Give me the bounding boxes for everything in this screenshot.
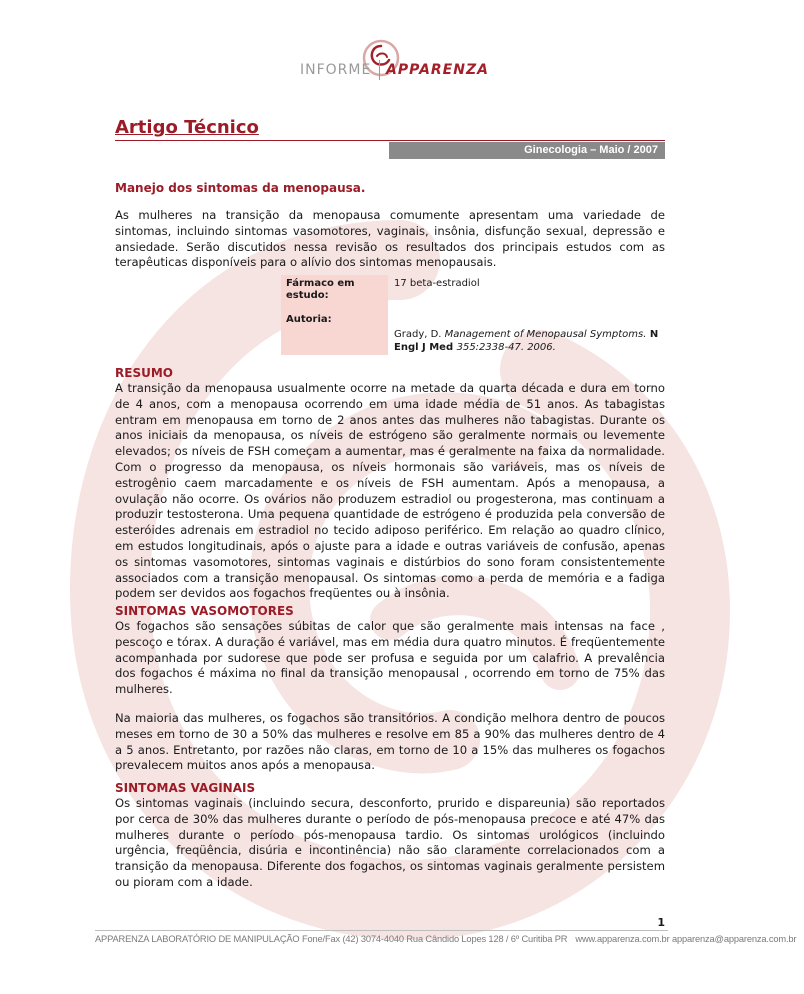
vasomotores-paragraph-2: Na maioria das mulheres, os fogachos são transitórios. A condição melhora dentro de poucos meses em torno de 30 a 50% das mulheres e resolve em 85 a 90% das mulheres dentro de 4 a 5 anos. Entretanto, por razões não claras, em torno de 10 a 15% das mulheres os fogachos prevalecem muitos anos após a menopausa. <box>115 711 665 773</box>
category-band: Ginecologia – Maio / 2007 <box>389 142 665 159</box>
vasomotores-paragraph-1: Os fogachos são sensações súbitas de calor que são geralmente mais intensas na face , pescoço e tórax. A duração é variável, mas em média dura quatro minutos. É freqüentemente acompanhada por sudorese que pode ser profusa e seguida por um calafrio. A prevalência dos fogachos é máxima no final da transição menopausal , ocorrendo em torno de 75% das mulheres. <box>115 619 665 697</box>
resumo-paragraph: A transição da menopausa usualmente ocorre na metade da quarta década e dura em torno de 4 anos, com a menopausa ocorrendo em uma idade média de 51 anos. As tabagistas entram em menopausa em torno de 2 anos antes das mulheres não tabagistas. Durante os anos iniciais da menopausa, os níveis de estrógeno são geralmente normais ou levemente elevados; os níveis de FSH começam a aumentar, mas é geralmente na faixa da normalidade. Com o progresso da menopausa, os níveis hormonais são variáveis, mas os níveis de estrogênio caem marcadamente e os níveis de FSH aumentam. Após a menopausa, a ovulação não ocorre. Os ovários não produzem estradiol ou progesterona, mas continuam a produzir testosterona. Uma pequena quantidade de estrógeno é produzida pela conversão de esteróides adrenais em estradiol no tecido adiposo periférico. Em relação ao quadro clínico, em estudos longitudinais, após o ajuste para a idade e outras variáveis de confusão, apenas os sintomas vasomotores, sintomas vaginais e distúrbios do sono foram consistentemente associados com a transição menopausal. Os sintomas como a perda de memória e a fadiga podem ser devidos aos fogachos freqüentes ou à insônia. <box>115 381 665 601</box>
header-logo <box>0 38 768 88</box>
farmaco-label: Fármaco em estudo: <box>281 275 388 325</box>
document-title: Artigo Técnico <box>115 117 259 138</box>
autoria-label: Autoria: <box>281 311 388 355</box>
resumo-heading: RESUMO <box>115 366 173 380</box>
logo-text-informe: INFORME <box>300 62 372 78</box>
logo-text-apparenza: APPARENZA <box>386 62 489 78</box>
footer-text <box>95 934 804 944</box>
autoria-ref: 355:2338-47. 2006. <box>456 342 556 353</box>
vasomotores-heading: SINTOMAS VASOMOTORES <box>115 604 294 618</box>
autoria-value <box>394 328 664 354</box>
farmaco-value: 17 beta-estradiol <box>394 278 480 289</box>
autoria-title: Management of Menopausal Symptoms. <box>444 329 647 340</box>
footer-company: APPARENZA LABORATÓRIO DE MANIPULAÇÃO Fone/Fax (42) 3074-4040 Rua Cândido Lopes 128 / 6º Curitiba PR <box>95 934 568 944</box>
logo-divider <box>379 60 380 80</box>
autoria-journal: N Engl J Med <box>394 329 659 353</box>
footer-contact: www.apparenza.com.br apparenza@apparenza.com.br <box>575 934 797 944</box>
title-rule <box>115 140 665 141</box>
vaginais-paragraph: Os sintomas vaginais (incluindo secura, desconforto, prurido e dispareunia) são reportados por cerca de 30% das mulheres durante o período de pós-menopausa precoce e até 47% das mulheres durante o período pós-menopausa tardio. Os sintomas urológicos (incluindo urgência, freqüência, disúria e incontinência) não são claramente correlacionados com a transição da menopausa. Diferente dos fogachos, os sintomas vaginais geralmente persistem ou pioram com a idade. <box>115 796 665 889</box>
vaginais-heading: SINTOMAS VAGINAIS <box>115 781 256 795</box>
intro-paragraph: As mulheres na transição da menopausa comumente apresentam uma variedade de sintomas, incluindo sintomas vasomotores, vaginais, insônia, disfunção sexual, depressão e ansiedade. Serão discutidos nessa revisão os resultados dos principais estudos com as terapêuticas disponíveis para o alívio dos sintomas menopausais. <box>115 208 665 270</box>
article-subtitle: Manejo dos sintomas da menopausa. <box>115 181 366 195</box>
autoria-author: Grady, D. <box>394 329 445 340</box>
footer-rule <box>95 930 668 931</box>
page-number: 1 <box>657 916 665 929</box>
